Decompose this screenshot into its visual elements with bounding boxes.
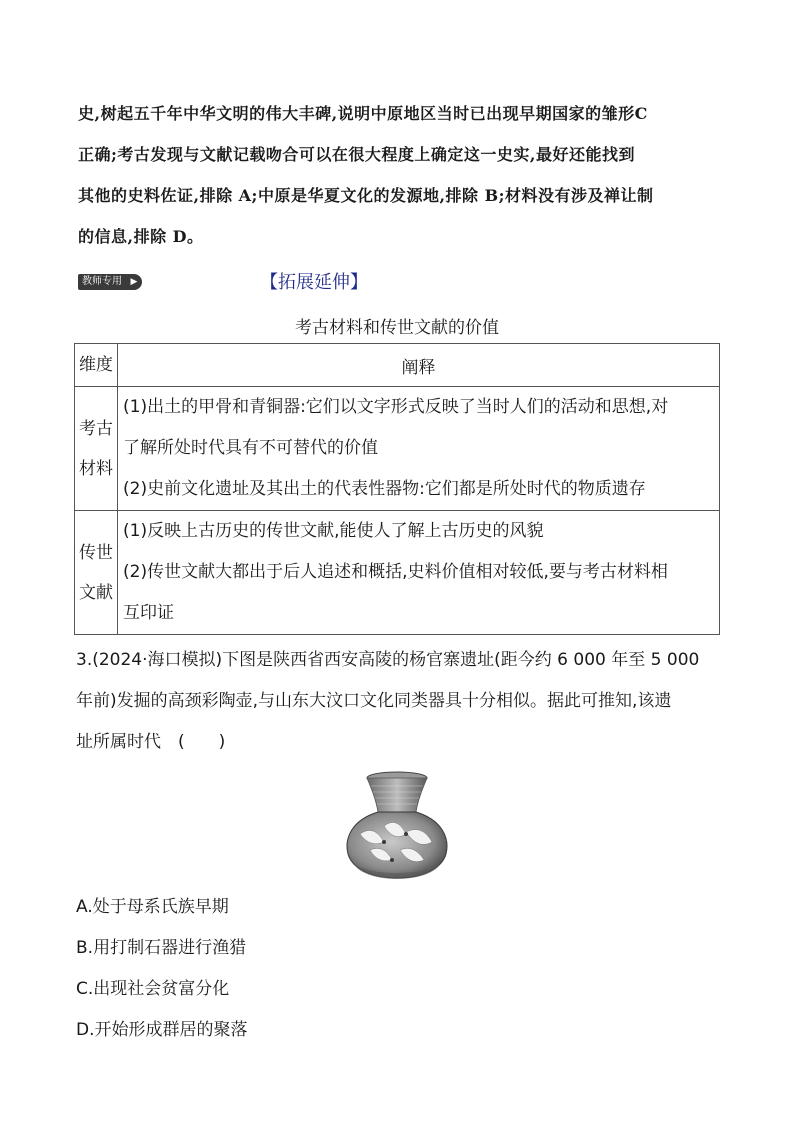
cell-line: (2)传世文献大都出于后人追述和概括,史料价值相对较低,要与考古材料相 xyxy=(123,562,668,582)
explanation-line: 正确;考古发现与文献记载吻合可以在很大程度上确定这一史实,最好还能找到 xyxy=(78,145,635,164)
extension-heading: 【拓展延伸】 xyxy=(260,272,368,293)
value-table xyxy=(74,343,720,635)
explanation-line: 的信息,排除 D。 xyxy=(78,227,204,246)
header-explanation: 阐释 xyxy=(118,344,720,387)
option-c[interactable]: C.出现社会贫富分化 xyxy=(76,979,230,999)
cell-line: 了解所处时代具有不可替代的价值 xyxy=(123,438,378,458)
explanation-paragraph xyxy=(78,93,728,257)
dimension-text: 文献 xyxy=(79,582,113,603)
cell-line: (2)史前文化遗址及其出土的代表性器物:它们都是所处时代的物质遗存 xyxy=(123,479,646,499)
dimension-cell xyxy=(75,511,118,635)
dimension-text: 考古 xyxy=(79,418,113,439)
explanation-cell xyxy=(118,387,720,511)
painted-pottery-vase-image xyxy=(340,768,450,888)
explanation-cell xyxy=(118,511,720,635)
table-row xyxy=(75,511,720,635)
table-title: 考古材料和传世文献的价值 xyxy=(295,318,499,338)
cell-line: (1)反映上古历史的传世文献,能使人了解上古历史的风貌 xyxy=(123,521,544,541)
teacher-badge-label: 教师专用 xyxy=(78,274,126,290)
cell-line: (1)出土的甲骨和青铜器:它们以文字形式反映了当时人们的活动和思想,对 xyxy=(123,397,669,417)
answer-options xyxy=(76,887,248,1051)
cell-line: 互印证 xyxy=(123,603,174,623)
explanation-line: 其他的史料佐证,排除 A;中原是华夏文化的发源地,排除 B;材料没有涉及禅让制 xyxy=(78,186,654,205)
question-line: 年前)发掘的高颈彩陶壶,与山东大汶口文化同类器具十分相似。据此可推知,该遗 xyxy=(76,691,672,711)
question-line: 址所属时代 ( ) xyxy=(76,732,226,752)
play-icon: ▶ xyxy=(126,274,142,290)
option-b[interactable]: B.用打制石器进行渔猎 xyxy=(76,938,247,958)
table-row xyxy=(75,387,720,511)
explanation-line: 史,树起五千年中华文明的伟大丰碑,说明中原地区当时已出现早期国家的雏形C xyxy=(78,104,648,123)
dimension-text: 传世 xyxy=(79,542,113,563)
teacher-only-badge xyxy=(78,274,142,290)
table-header-row xyxy=(75,344,720,387)
header-dimension: 维度 xyxy=(75,344,118,387)
question-stem xyxy=(76,640,726,763)
option-d[interactable]: D.开始形成群居的聚落 xyxy=(76,1020,248,1040)
dimension-text: 材料 xyxy=(79,458,113,479)
question-line: 3.(2024·海口模拟)下图是陕西省西安高陵的杨官寨遗址(距今约 6 000 年至 5 000 xyxy=(76,650,700,670)
dimension-cell xyxy=(75,387,118,511)
option-a[interactable]: A.处于母系氏族早期 xyxy=(76,897,229,917)
